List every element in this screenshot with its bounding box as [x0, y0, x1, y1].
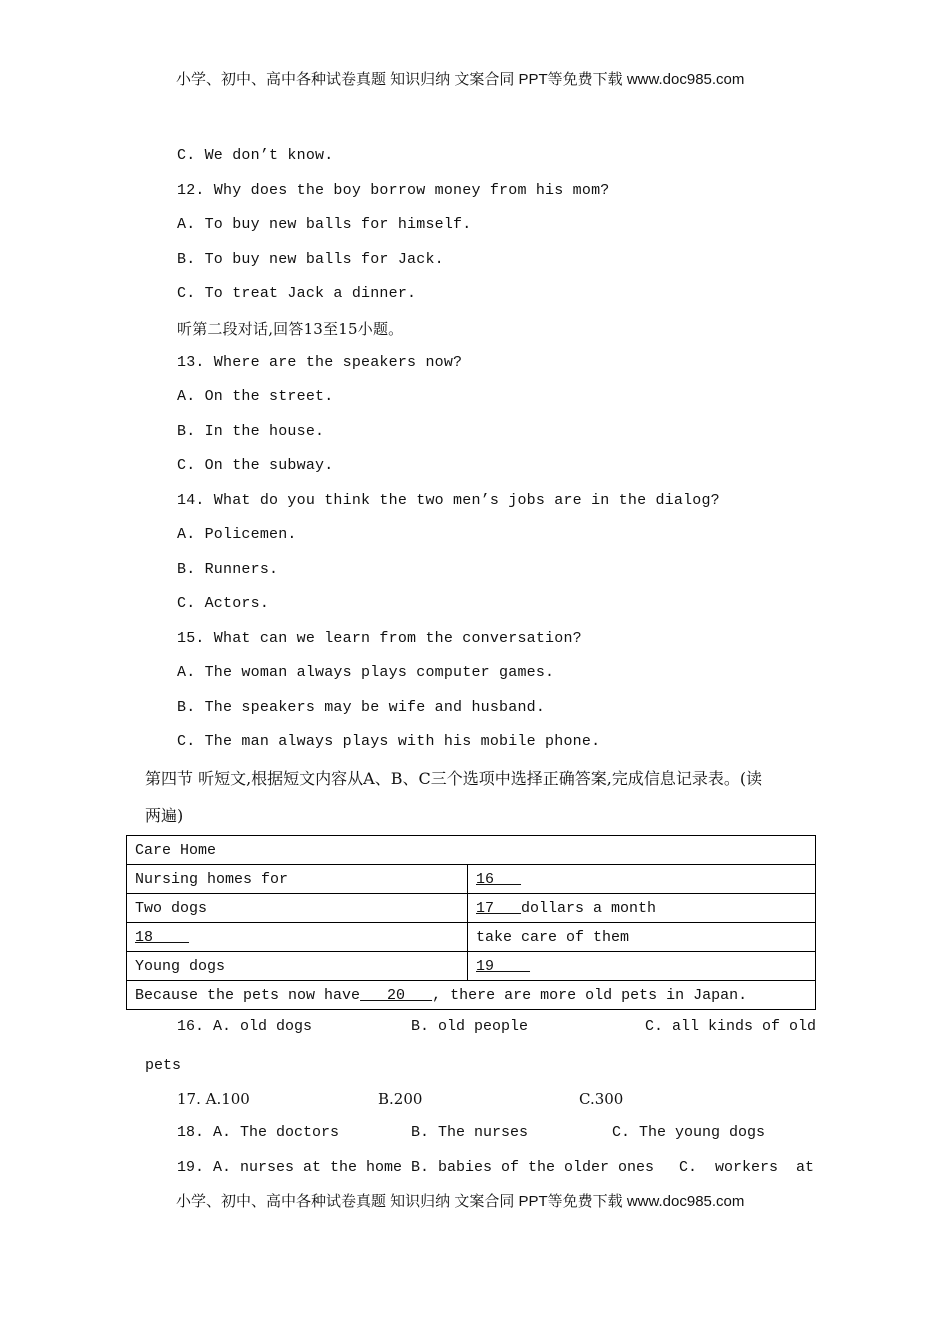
option-line: A. Policemen.: [177, 526, 297, 543]
option-line: A. To buy new balls for himself.: [177, 216, 472, 233]
cell-text: dollars a month: [521, 899, 657, 917]
question-17: 17. A.100: [177, 1090, 250, 1108]
option-line: C. On the subway.: [177, 457, 334, 474]
option-line: C. We don’t know.: [177, 147, 334, 164]
blank-17: 17: [476, 899, 522, 917]
option-line: B. In the house.: [177, 423, 325, 440]
section-4-heading: 第四节 听短文,根据短文内容从A、B、C三个选项中选择正确答案,完成信息记录表。(读: [145, 769, 763, 788]
question-18: 18. A. The doctors: [177, 1124, 340, 1141]
option-line: B. The speakers may be wife and husband.: [177, 699, 546, 716]
page-footer: 小学、初中、高中各种试卷真题 知识归纳 文案合同 PPT等免费下载 www.doc985.com: [176, 1193, 745, 1210]
question-16: 16. A. old dogs: [177, 1018, 313, 1035]
option-line: C. To treat Jack a dinner.: [177, 285, 417, 302]
option-c-cont: pets: [145, 1057, 182, 1074]
table-cell: Two dogs: [127, 894, 468, 923]
option-line: A. The woman always plays computer games.: [177, 664, 555, 681]
cell-text: Because the pets now have: [135, 986, 361, 1004]
table-cell: [468, 952, 816, 981]
table-cell: Nursing homes for: [127, 865, 468, 894]
page-header: 小学、初中、高中各种试卷真题 知识归纳 文案合同 PPT等免费下载 www.doc985.com: [176, 71, 745, 88]
cell-text: , there are more old pets in Japan.: [432, 986, 748, 1004]
blank-20: 20: [360, 986, 433, 1004]
question-15: 15. What can we learn from the conversation?: [177, 630, 582, 647]
option-line: B. Runners.: [177, 561, 279, 578]
blank-16: 16: [476, 870, 522, 888]
option-b: B. old people: [411, 1018, 529, 1035]
table-cell: Young dogs: [127, 952, 468, 981]
option-b: B. The nurses: [411, 1124, 529, 1141]
table-title: Care Home: [127, 836, 816, 865]
option-b: B. babies of the older ones: [411, 1159, 655, 1176]
table-cell: [468, 865, 816, 894]
table-cell: [127, 981, 816, 1010]
option-c: C. The young dogs: [612, 1124, 766, 1141]
question-13: 13. Where are the speakers now?: [177, 354, 463, 371]
question-12: 12. Why does the boy borrow money from his mom?: [177, 182, 610, 199]
option-c: C.300: [579, 1090, 624, 1108]
option-b: B.200: [378, 1090, 423, 1108]
table-cell: take care of them: [468, 923, 816, 952]
option-line: A. On the street.: [177, 388, 334, 405]
option-line: C. Actors.: [177, 595, 270, 612]
option-c: C. all kinds of old: [645, 1018, 817, 1035]
blank-19: 19: [476, 957, 531, 975]
question-19: 19. A. nurses at the home: [177, 1159, 403, 1176]
table-cell: [468, 894, 816, 923]
option-c: C. workers at: [679, 1159, 815, 1176]
section-4-heading-cont: 两遍): [145, 806, 184, 825]
option-line: C. The man always plays with his mobile phone.: [177, 733, 601, 750]
table-cell: [127, 923, 468, 952]
blank-18: 18: [135, 928, 190, 946]
instruction-line: 听第二段对话,回答13至15小题。: [177, 320, 404, 338]
info-record-table: [126, 835, 816, 1010]
question-14: 14. What do you think the two men’s jobs are in the dialog?: [177, 492, 720, 509]
option-line: B. To buy new balls for Jack.: [177, 251, 444, 268]
